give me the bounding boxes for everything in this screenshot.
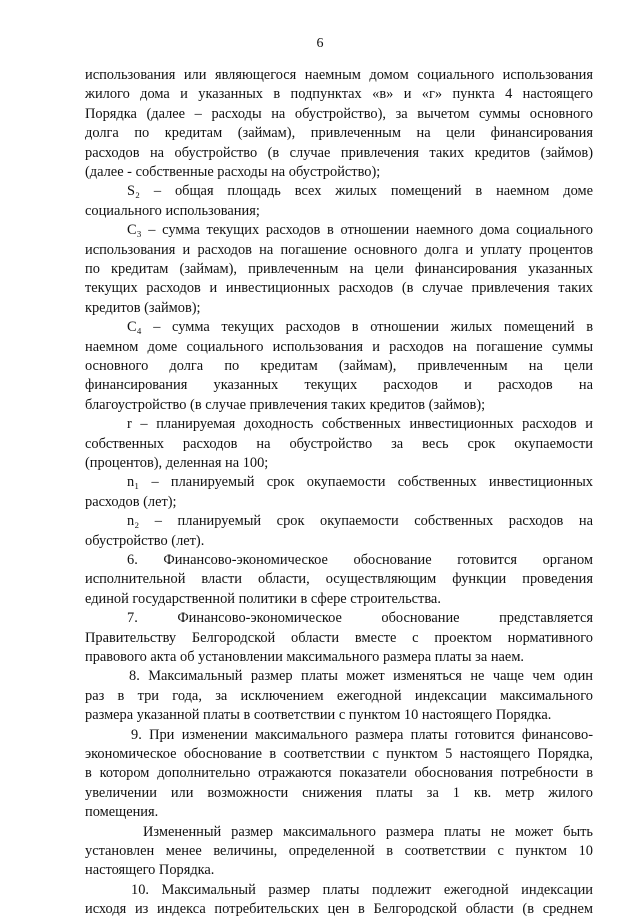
text-line: n₁ – планируемый срок окупаемости собственных инвестиционных bbox=[127, 474, 593, 491]
text-line: жилого дома и указанных в подпунктах «в» и «г» пункта 4 настоящего bbox=[85, 86, 593, 103]
text-line: (далее - собственные расходы на обустройство); bbox=[85, 164, 381, 180]
text-line: настоящего Порядка. bbox=[85, 862, 215, 879]
text-line: по кредитам (займам), привлеченным на цели финансирования указанных bbox=[85, 261, 593, 277]
text-line: кредитов (займов); bbox=[85, 299, 201, 316]
text-line: 9. При изменении максимального размера платы готовится финансово- bbox=[131, 726, 593, 743]
text-line: n₂ – планируемый срок окупаемости собственных расходов на bbox=[127, 513, 593, 530]
text-line: раз в три года, за исключением ежегодной индексации максимального bbox=[85, 687, 593, 704]
text-line: размера указанной платы в соответствии с пунктом 10 настоящего Порядка. bbox=[85, 707, 552, 724]
text-line: долга по кредитам (займам), привлеченным на цели финансирования bbox=[85, 125, 593, 142]
text-line: текущих расходов и инвестиционных расходов (в случае привлечения таких bbox=[85, 280, 593, 297]
text-line: основного долга по кредитам (займам), привлеченным на цели bbox=[85, 358, 593, 374]
text-line: в котором дополнительно отражаются показатели обоснования потребности в bbox=[85, 765, 593, 782]
text-line: использования и расходов на погашение основного долга и уплату процентов bbox=[85, 241, 593, 258]
text-line: Порядка (далее – расходы на обустройство), за вычетом суммы основного bbox=[85, 105, 593, 122]
text-line: собственных расходов на обустройство за весь срок окупаемости bbox=[85, 435, 593, 452]
text-line: S₂ – общая площадь всех жилых помещений в наемном доме bbox=[127, 183, 593, 200]
text-line: наемном доме социального использования и расходов на погашение суммы bbox=[85, 338, 593, 355]
text-line: единой государственной политики в сфере строительства. bbox=[85, 590, 441, 607]
text-line: правового акта об установлении максимального размера платы за наем. bbox=[85, 649, 525, 665]
text-line: благоустройство (в случае привлечения таких кредитов (займов); bbox=[85, 396, 486, 413]
text-line: Измененный размер максимального размера платы не может быть bbox=[143, 823, 593, 840]
text-line: обустройство (лет). bbox=[85, 532, 205, 549]
text-line: 7. Финансово-экономическое обоснование представляется bbox=[127, 610, 593, 627]
text-line: использования или являющегося наемным домом социального использования bbox=[85, 67, 593, 83]
text-line: 10. Максимальный размер платы подлежит ежегодной индексации bbox=[131, 881, 593, 898]
text-line: увеличении или возможности снижения платы за 1 кв. метр жилого bbox=[85, 784, 593, 801]
text-line: исполнительной власти области, осуществляющим функции проведения bbox=[85, 571, 593, 588]
text-line: 6. Финансово-экономическое обоснование готовится органом bbox=[127, 552, 593, 568]
text-line: исходя из индекса потребительских цен в Белгородской области (в среднем bbox=[85, 901, 593, 918]
text-line: финансирования указанных текущих расходов и расходов на bbox=[85, 377, 593, 394]
text-line: Правительству Белгородской области вместе с проектом нормативного bbox=[85, 629, 593, 646]
text-line: помещения. bbox=[85, 804, 159, 821]
text-line: расходов (лет); bbox=[85, 493, 177, 510]
text-line: установлен менее величины, определенной в соответствии с пунктом 10 bbox=[85, 843, 593, 859]
page-number: 6 bbox=[316, 36, 324, 51]
text-line: 8. Максимальный размер платы может изменяться не чаще чем один bbox=[129, 668, 593, 685]
text-line: экономическое обоснование в соответствии с пунктом 5 настоящего Порядка, bbox=[85, 746, 593, 762]
text-line: расходов на обустройство (в случае привлечения таких кредитов (займов) bbox=[85, 144, 593, 161]
text-line: r – планируемая доходность собственных инвестиционных расходов и bbox=[127, 416, 593, 433]
text-line: социального использования; bbox=[85, 202, 260, 219]
text-line: C₃ – сумма текущих расходов в отношении наемного дома социального bbox=[127, 222, 593, 239]
text-line: (процентов), деленная на 100; bbox=[85, 455, 269, 471]
text-line: C₄ – сумма текущих расходов в отношении жилых помещений в bbox=[127, 319, 593, 336]
